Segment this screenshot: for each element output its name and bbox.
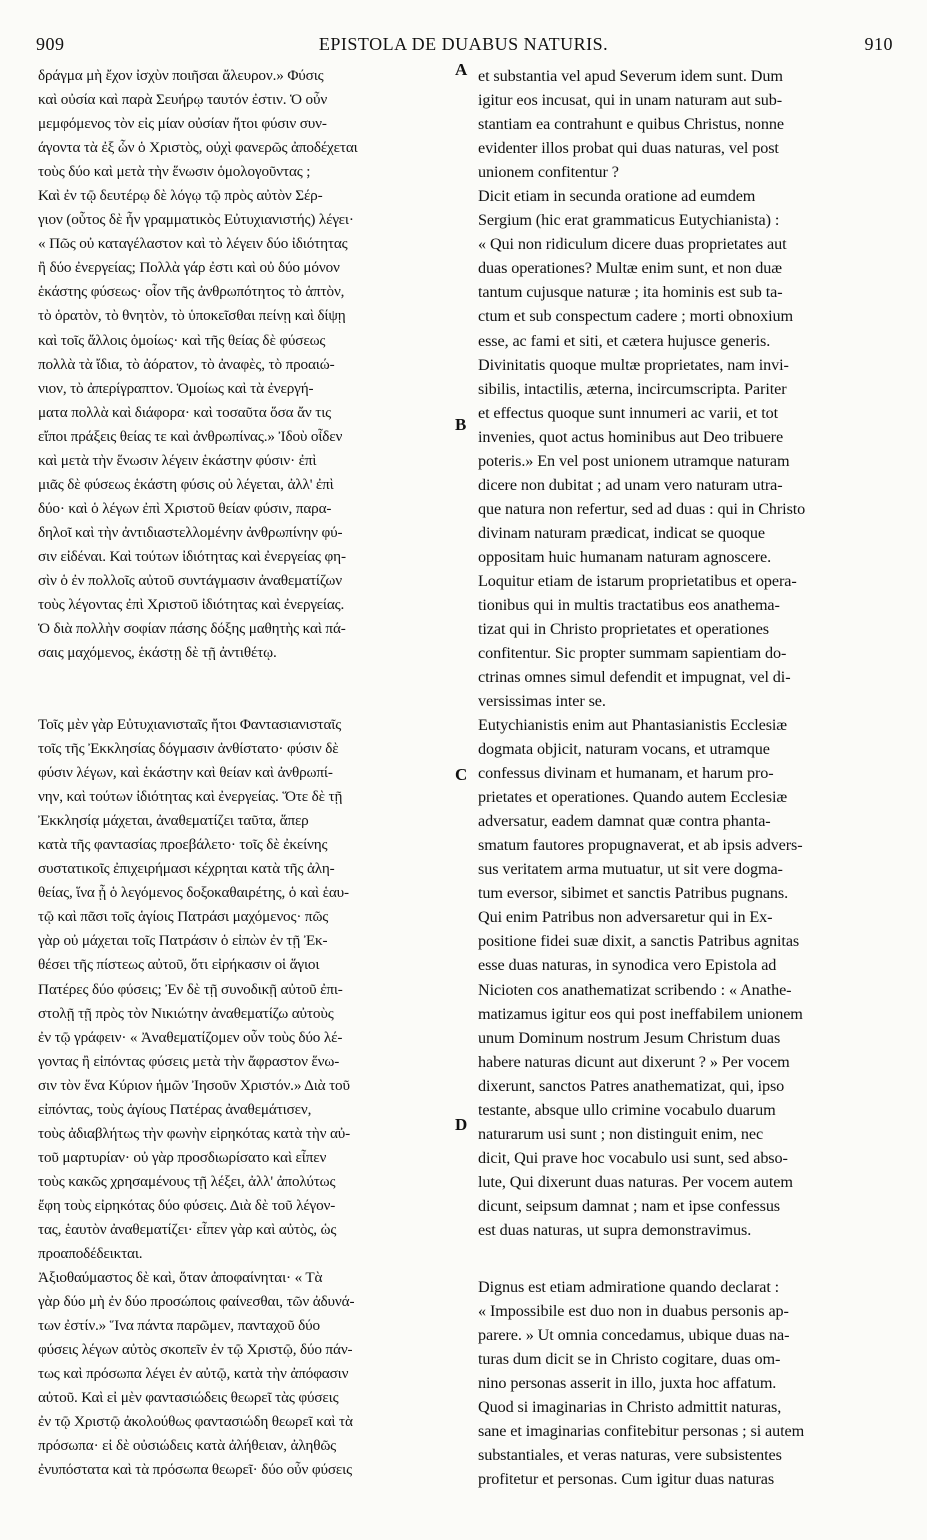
text-line: σαις μαχόμενος, ἑκάστῃ δὲ τῇ ἀντιθέτῳ.: [38, 644, 277, 662]
text-line: tum eversor, sibimet et sanctis Patribus pugnans.: [478, 884, 789, 903]
text-line: parere. » Ut omnia concedamus, ubique duas na-: [478, 1326, 790, 1345]
text-line: θέσει τῆς πίστεως αὐτοῦ, ὅτι εἰρήκασιν οἱ ἅγιοι: [38, 956, 320, 974]
text-line: φύσεις λέγων αὐτὸς σκοπεῖν ἐν τῷ Χριστῷ, δύο πάν-: [38, 1341, 353, 1359]
text-line: στολῇ τῇ πρὸς τὸν Νικιώτην ἀναθεματίζω αὐτοὺς: [38, 1004, 334, 1022]
text-line: ἢ δύο ἐνεργείας; Πολλὰ γάρ ἐστι καὶ οὐ δύο μόνον: [38, 259, 340, 277]
text-line: dicit, Qui prave hoc vocabulo usi sunt, sed abso-: [478, 1148, 788, 1167]
text-line: καὶ μετὰ τὴν ἕνωσιν λέγειν ἑκάστην φύσιν· ἐπὶ: [38, 451, 317, 469]
text-line: Τοῖς μὲν γὰρ Εὐτυχιανισταῖς ἤτοι Φαντασιανισταῖς: [38, 716, 342, 733]
text-line: σιν εἰδέναι. Καὶ τούτων ἰδιότητας καὶ ἐνεργείας φη-: [38, 547, 346, 565]
text-line: σὶν ὁ ἐν πολλοῖς αὐτοῦ συντάγμασιν ἀναθεματίζων: [38, 571, 342, 589]
text-line: naturarum usi sunt ; non distinguit enim, nec: [478, 1124, 764, 1143]
text-line: ἔφη τοὺς εἰρηκότας δύο φύσεις. Διὰ δὲ τοῦ λέγον-: [38, 1196, 336, 1214]
text-line: νιον, τὸ ἀπερίγραπτον. Ὁμοίως καὶ τὰ ἐνεργή-: [38, 379, 314, 397]
text-line: καὶ τοῖς ἄλλοις ὁμοίως· καὶ τῆς θείας δὲ φύσεως: [38, 331, 326, 349]
text-line: Καὶ ἐν τῷ δευτέρῳ δὲ λόγῳ τῷ πρὸς αὐτὸν Σέρ-: [38, 187, 323, 205]
text-line: τοὺς λέγοντας ἐπὶ Χριστοῦ ἰδιότητας καὶ ἐνεργείας.: [38, 596, 345, 614]
text-line: δράγμα μὴ ἔχον ἰσχὺν ποιῆσαι ἄλευρον.» Φύσις: [38, 67, 324, 84]
text-line: τας, ἑαυτὸν ἀναθεματίζει· εἶπεν γὰρ καὶ αὐτὸς, ὡς: [38, 1220, 337, 1238]
text-line: « Qui non ridiculum dicere duas proprietates aut: [478, 235, 787, 254]
text-line: γὰρ δύο μὴ ἐν δύο προσώποις φαίνεσθαι, τῶν ἀδυνά-: [38, 1293, 355, 1311]
page-number-right: 910: [864, 34, 893, 54]
text-line: Qui enim Patribus non adversaretur qui in Ex-: [478, 908, 773, 927]
text-line: τοὺς δύο καὶ μετὰ τὴν ἕνωσιν ὁμολογοῦντας ;: [38, 163, 311, 181]
text-line: τοὺς κακῶς χρησαμένους τῇ λέξει, ἀλλ' ἀπολύτως: [38, 1172, 336, 1190]
text-line: πολλὰ τὰ ἴδια, τὸ ἀόρατον, τὸ ἀναφὲς, τὸ προαιώ-: [38, 355, 335, 373]
text-line: ctum et sub conspectum cadere ; morti obnoxium: [478, 307, 794, 326]
text-line: habere naturas dicunt aut dixerunt ? » Per vocem: [478, 1052, 790, 1071]
text-line: tantum cujusque naturæ ; ita hominis est sub ta-: [478, 283, 783, 302]
text-line: Eutychianistis enim aut Phantasianistis Ecclesiæ: [478, 716, 788, 734]
text-line: εἴποι πράξεις θείας τε καὶ ἀνθρωπίνας.» Ἰδοὺ οἶδεν: [38, 427, 343, 445]
text-line: et substantia vel apud Severum idem sunt. Dum: [478, 67, 783, 85]
latin-paragraph-3: [478, 1275, 890, 1491]
text-line: ἐνυπόστατα καὶ τὰ πρόσωπα θεωρεῖ· δύο οὖν φύσεις: [38, 1461, 352, 1479]
text-line: sane et imaginarias confitebitur personas ; si autem: [478, 1422, 805, 1441]
text-line: sibilis, intactilis, æterna, incircumscripta. Pariter: [478, 379, 787, 398]
text-line: γοντας ἢ εἰπόντας φύσεις μετὰ τὴν ἄφραστον ἕνω-: [38, 1052, 340, 1070]
text-line: γιον (οὗτος δὲ ἦν γραμματικὸς Εὐτυχιανιστής) λέγει·: [38, 211, 354, 229]
greek-paragraph-2: [38, 713, 458, 1483]
text-line: ἑκάστης φύσεως· οἷον τῆς ἀνθρωπότητος τὸ ἁπτὸν,: [38, 283, 345, 301]
text-line: τως καὶ πρόσωπα λέγει ἐν αὐτῷ, κατὰ τὴν ἀπόφασιν: [38, 1365, 349, 1383]
text-line: que natura non refertur, sed ad duas : qui in Christo: [478, 499, 806, 518]
text-line: « Πῶς οὐ καταγέλαστον καὶ τὸ λέγειν δύο ἰδιότητας: [38, 235, 348, 253]
text-line: lute, Qui dixerunt duas naturas. Per vocem autem: [478, 1172, 793, 1191]
text-line: evidenter illos probat qui duas naturas, vel post: [478, 139, 779, 158]
text-line: τοῦ μαρτυρίαν· οὐ γὰρ προσδιωρίσατο καὶ εἶπεν: [38, 1148, 327, 1166]
text-line: unionem confitentur ?: [478, 163, 619, 182]
text-line: igitur eos incusat, qui in unam naturam aut sub-: [478, 91, 783, 110]
text-line: φύσιν λέγων, καὶ ἑκάστην καὶ θείαν καὶ ἀνθρωπί-: [38, 764, 333, 782]
latin-paragraph-2: [478, 713, 890, 1242]
text-line: καὶ οὐσία καὶ παρὰ Σευήρῳ ταυτόν ἐστιν. Ὁ οὖν: [38, 91, 328, 109]
running-title: EPISTOLA DE DUABUS NATURIS.: [318, 34, 609, 54]
text-line: oppositam huic humanam naturam agnoscere.: [478, 547, 772, 566]
text-line: ctrinas omnes simul defendit et impugnat, vel di-: [478, 668, 791, 687]
text-line: Quod si imaginarias in Christo admittit naturas,: [478, 1398, 782, 1417]
text-line: dicunt, seipsum damnat ; nam et ipse confessus: [478, 1196, 781, 1215]
text-line: εἰπόντας, τοὺς ἁγίους Πατέρας ἀναθεμάτισεν,: [38, 1100, 312, 1118]
text-line: smatum fautores propugnaverat, et ab ipsis advers-: [478, 836, 803, 855]
text-line: τῷ καὶ πᾶσι τοῖς ἁγίοις Πατράσι μαχόμενος· πῶς: [38, 908, 329, 926]
text-line: Dicit etiam in secunda oratione ad eumdem: [478, 187, 756, 206]
text-line: Ὁ διὰ πολλὴν σοφίαν πάσης δόξης μαθητὴς καὶ πά-: [38, 620, 346, 638]
text-line: πρόσωπα· εἰ δὲ οὐσιώδεις κατὰ ἀλήθειαν, ἀληθῶς: [38, 1437, 337, 1455]
text-line: matizamus igitur eos qui post ineffabilem unionem: [478, 1004, 803, 1023]
text-line: Divinitatis quoque multæ proprietates, nam invi-: [478, 355, 789, 374]
text-line: δηλοῖ καὶ τὴν ἀντιδιαστελλομένην ἀνθρωπίνην φύ-: [38, 523, 343, 541]
text-line: Loquitur etiam de istarum proprietatibus et opera-: [478, 571, 797, 590]
margin-mark-c: C: [455, 765, 468, 784]
text-line: unum Dominum nostrum Jesum Christum duas: [478, 1028, 781, 1047]
latin-paragraph-1: [478, 64, 890, 713]
text-line: confitentur. Sic propter summam sapientiam do-: [478, 644, 787, 663]
text-line: tizat qui in Christo proprietates et operationes: [478, 620, 769, 639]
text-line: ἐν τῷ γράφειν· « Ἀναθεματίζομεν οὖν τοὺς δύο λέ-: [38, 1028, 343, 1046]
text-line: prietates et operationes. Quando autem Ecclesiæ: [478, 788, 788, 807]
text-line: nino personas asserit in illo, juxta hoc affatum.: [478, 1374, 777, 1393]
text-line: Sergium (hic erat grammaticus Eutychianista) :: [478, 211, 780, 230]
text-line: τοὺς ἀδιαβλήτως τὴν φωνὴν εἰρηκότας κατὰ τὴν αὐ-: [38, 1124, 351, 1142]
text-line: Πατέρες δύο φύσεις; Ἐν δὲ τῇ συνοδικῇ αὐτοῦ ἐπι-: [38, 980, 343, 998]
text-line: νην, καὶ τούτων ἰδιότητας καὶ ἐνεργείας. Ὅτε δὲ τῇ: [38, 788, 343, 806]
text-line: dixerunt, sanctos Patres anathematizat, qui, ipso: [478, 1076, 785, 1095]
text-line: ματα πολλὰ καὶ διάφορα· καὶ τοσαῦτα ὅσα ἄν τις: [38, 403, 332, 421]
text-line: αὐτοῦ. Καὶ εἰ μὲν φαντασιώδεις θεωρεῖ τὰς φύσεις: [38, 1389, 339, 1407]
page-number-left: 909: [36, 34, 65, 54]
margin-mark-b: B: [455, 415, 467, 434]
text-line: Ἀξιοθαύμαστος δὲ καὶ, ὅταν ἀποφαίνηται· « Τὰ: [38, 1269, 323, 1287]
text-line: Nicioten cos anathematizat scribendo : « Anathe-: [478, 980, 792, 999]
margin-mark-a: A: [455, 60, 468, 79]
text-line: προαποδέδεικται.: [38, 1245, 143, 1263]
text-line: esse, ac fami et siti, et cætera hujusce generis.: [478, 331, 771, 350]
text-line: δύο· καὶ ὁ λέγων ἐπὶ Χριστοῦ θείαν φύσιν, παρα-: [38, 499, 332, 517]
text-line: « Impossibile est duo non in duabus personis ap-: [478, 1302, 789, 1321]
text-line: τοῖς τῆς Ἐκκλησίας δόγμασιν ἀνθίστατο· φύσιν δὲ: [38, 740, 339, 758]
text-line: sus veritatem arma mutuatur, ut sit vere dogma-: [478, 860, 783, 879]
text-line: et effectus quoque sunt innumeri ac varii, et tot: [478, 403, 779, 422]
text-line: profitetur et personas. Cum igitur duas naturas: [478, 1470, 775, 1489]
text-line: adversatur, eadem damnat quæ contra phanta-: [478, 812, 771, 831]
text-line: σιν τὸν ἕνα Κύριον ἡμῶν Ἰησοῦν Χριστόν.» Διὰ τοῦ: [38, 1076, 350, 1094]
text-line: confessus divinam et humanam, et harum pro-: [478, 764, 774, 783]
text-line: των ἐστίν.» Ἵνα πάντα παρῶμεν, πανταχοῦ δύο: [38, 1317, 320, 1335]
text-line: turas dum dicit se in Christo cogitare, duas om-: [478, 1350, 781, 1369]
text-line: versissimas inter se.: [478, 692, 606, 711]
text-line: θείας, ἵνα ᾖ ὁ λεγόμενος δοξοκαθαιρέτης, ὁ καὶ ἑαυ-: [38, 884, 349, 902]
text-line: συστατικοῖς ἐπιχειρήμασι κέχρηται κατὰ τῆς ἀλη-: [38, 860, 335, 878]
text-line: esse duas naturas, in synodica vero Epistola ad: [478, 956, 777, 975]
text-line: invenies, quot actus hominibus aut Deo tribuere: [478, 427, 784, 446]
text-line: stantiam ea contrahunt e quibus Christus, nonne: [478, 115, 784, 134]
text-line: dogmata objicit, naturam vocans, et utramque: [478, 740, 770, 759]
text-line: substantiales, et veras naturas, vere subsistentes: [478, 1446, 782, 1465]
text-line: κατὰ τῆς φαντασίας προεβάλετο· τοῖς δὲ ἐκείνης: [38, 836, 328, 854]
text-line: duas operationes? Multæ enim sunt, et non duæ: [478, 259, 782, 278]
text-line: positione fidei suæ dixit, a sanctis Patribus agnitas: [478, 932, 800, 951]
text-line: Dignus est etiam admiratione quando declarat :: [478, 1278, 780, 1296]
text-line: άγοντα τὰ ἐξ ὧν ὁ Χριστὸς, οὐχὶ φανερῶς ἀποδέχεται: [38, 139, 358, 157]
text-line: tionibus qui in multis tractatibus eos anathema-: [478, 596, 780, 615]
text-line: μεμφόμενος τὸν εἰς μίαν οὐσίαν ἤτοι φύσιν συν-: [38, 115, 327, 133]
text-line: poteris.» En vel post unionem utramque naturam: [478, 451, 790, 470]
text-line: Ἐκκλησίᾳ μάχεται, ἀναθεματίζει ταῦτα, ἅπερ: [38, 812, 309, 830]
text-line: divinam naturam prædicat, indicat se quoque: [478, 523, 765, 542]
text-line: est duas naturas, ut supra demonstravimus.: [478, 1220, 752, 1239]
greek-paragraph-1: [38, 64, 458, 665]
text-line: testante, absque ullo crimine vocabulo duarum: [478, 1100, 776, 1119]
text-line: τὸ ὁρατὸν, τὸ θνητὸν, τὸ ὑποκεῖσθαι πείνῃ καὶ δίψῃ: [38, 307, 346, 325]
text-line: μιᾶς δὲ φύσεως ἑκάστη φύσις οὐ λέγεται, ἀλλ' ἐπὶ: [38, 475, 334, 493]
text-line: ἐν τῷ Χριστῷ ἀκολούθως φαντασιώδη θεωρεῖ καὶ τὰ: [38, 1413, 353, 1431]
margin-mark-d: D: [455, 1115, 468, 1134]
text-line: γὰρ οὐ μάχεται τοῖς Πατράσιν ὁ εἰπὼν ἐν τῇ Ἐκ-: [38, 932, 328, 950]
text-line: dicere non dubitat ; ad unam vero naturam utra-: [478, 475, 783, 494]
